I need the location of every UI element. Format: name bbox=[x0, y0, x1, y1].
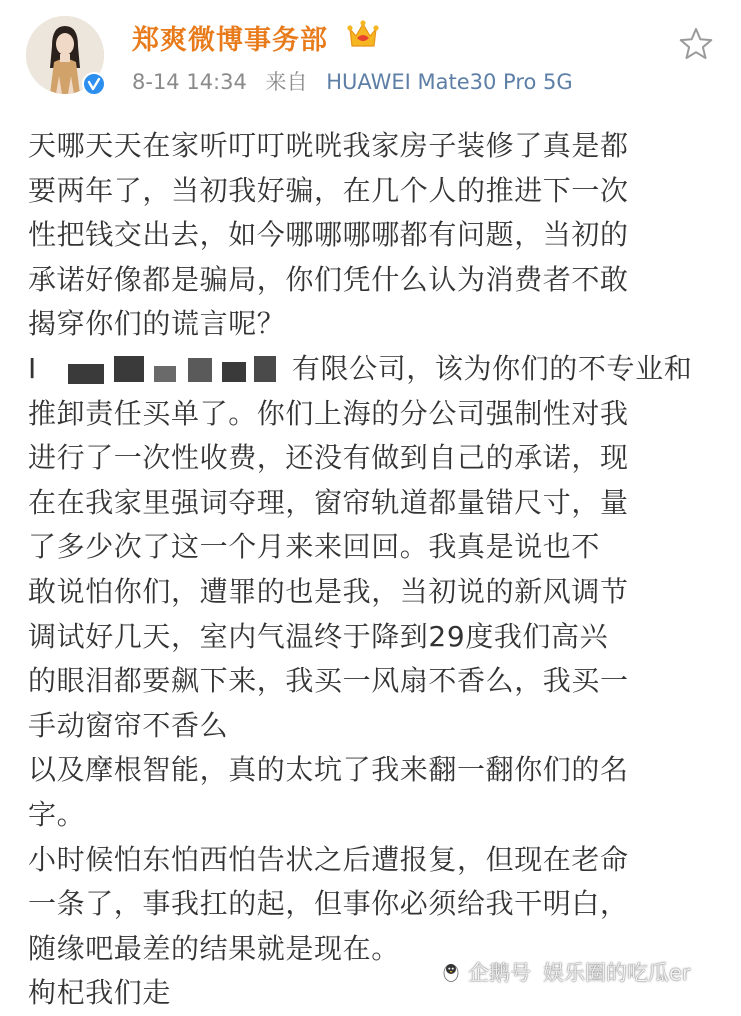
post-line: 天哪天天在家听叮叮咣咣我家房子装修了真是都 bbox=[28, 129, 629, 162]
verified-icon bbox=[82, 72, 106, 96]
post-line: 敢说怕你们，遭罪的也是我，当初说的新风调节 bbox=[28, 574, 629, 608]
post-line: 要两年了，当初我好骗，在几个人的推进下一次 bbox=[28, 173, 629, 207]
post-body bbox=[28, 124, 728, 1016]
post-line: 的眼泪都要飙下来，我买一风扇不香么，我买一 bbox=[28, 664, 629, 698]
post-line: 在在我家里强词夺理，窗帘轨道都量错尺寸，量 bbox=[28, 485, 629, 519]
post-line: 揭穿你们的谎言呢？ bbox=[28, 307, 286, 341]
redacted-prefix: I bbox=[28, 351, 37, 385]
author-name[interactable]: 郑爽微博事务部 bbox=[132, 25, 328, 56]
watermark-account: 娱乐圈的吃瓜er bbox=[543, 961, 691, 985]
post-line: 推卸责任买单了。你们上海的分公司强制性对我 bbox=[28, 396, 629, 430]
post-line: 调试好几天，室内气温终于降到29度我们高兴 bbox=[28, 619, 609, 653]
post-header bbox=[0, 0, 741, 110]
post-line-redacted bbox=[28, 347, 728, 392]
redaction-mosaic bbox=[46, 350, 282, 384]
star-icon[interactable] bbox=[678, 26, 714, 62]
watermark bbox=[440, 957, 691, 987]
post-line: 承诺好像都是骗局，你们凭什么认为消费者不敢 bbox=[28, 262, 629, 296]
post-line: 进行了一次性收费，还没有做到自己的承诺，现 bbox=[28, 441, 629, 475]
crown-icon bbox=[346, 18, 380, 52]
post-line: 以及摩根智能，真的太坑了我来翻一翻你们的名 bbox=[28, 753, 629, 787]
penguin-icon bbox=[440, 961, 462, 983]
post-line: 手动窗帘不香么 bbox=[28, 708, 229, 742]
post-meta bbox=[132, 66, 573, 96]
post-timestamp: 8-14 14:34 bbox=[132, 70, 247, 94]
watermark-brand: 企鹅号 bbox=[468, 961, 531, 985]
post-line: 了多少次了这一个月来来回回。我真是说也不 bbox=[28, 530, 601, 564]
post-line: 一条了，事我扛的起，但事你必须给我干明白， bbox=[28, 887, 629, 921]
post-line: 有限公司，该为你们的不专业和 bbox=[291, 351, 693, 385]
source-device[interactable]: HUAWEI Mate30 Pro 5G bbox=[326, 70, 573, 94]
post-line: 字。 bbox=[28, 797, 86, 831]
post-line: 小时候怕东怕西怕告状之后遭报复，但现在老命 bbox=[28, 842, 629, 876]
post-line: 枸杞我们走 bbox=[28, 976, 172, 1010]
post-line: 性把钱交出去，如今哪哪哪哪都有问题，当初的 bbox=[28, 218, 629, 252]
post-line: 随缘吧最差的结果就是现在。 bbox=[28, 931, 400, 965]
source-prefix: 来自 bbox=[265, 70, 308, 94]
